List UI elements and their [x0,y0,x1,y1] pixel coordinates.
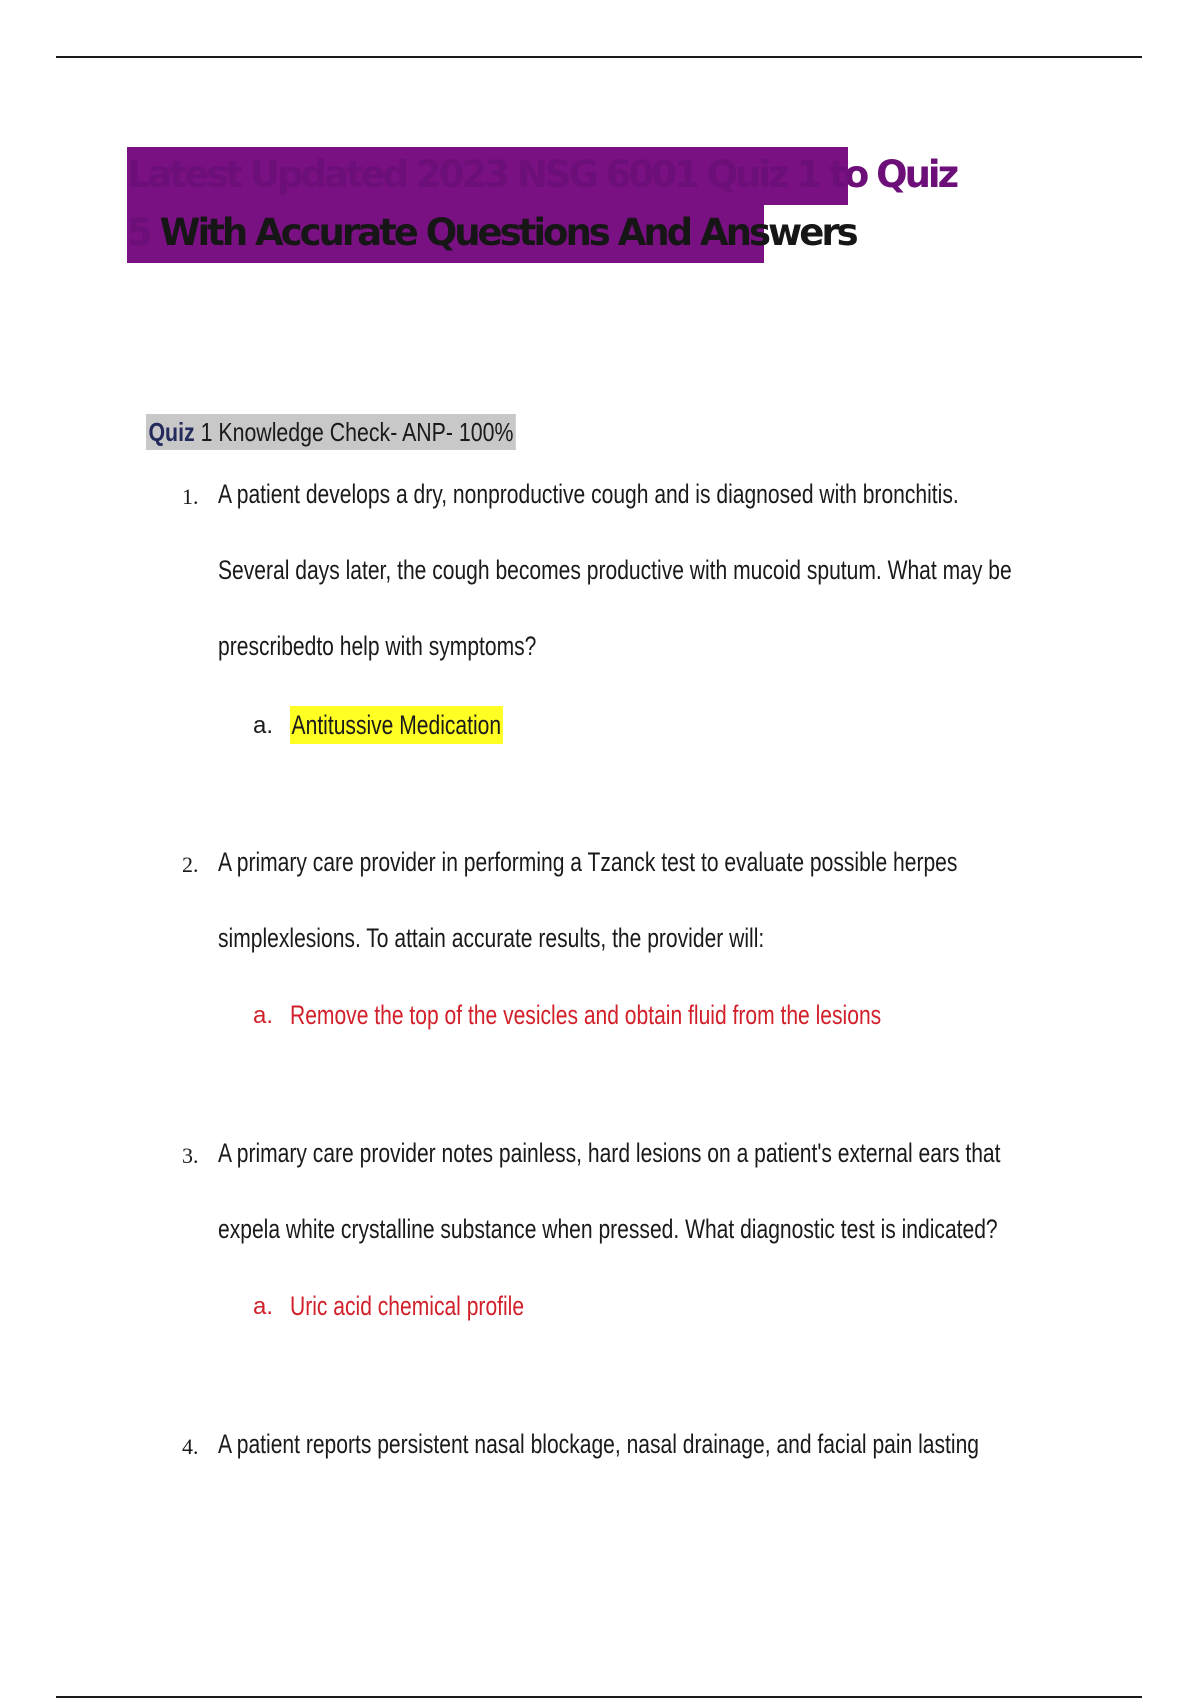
question-number: 1. [182,484,199,509]
answer-letter: a. [253,712,274,739]
question-number: 4. [182,1434,199,1459]
question-line: simplexlesions. To attain accurate results, the provider will: [218,923,765,953]
question-text [218,824,1037,976]
question-line: expela white crystalline substance when pressed. What diagnostic test is indicated? [218,1214,998,1244]
quiz-heading-bold: Quiz [148,417,195,447]
title-line-1: Latest Updated 2023 NSG 6001 Quiz 1 to Quiz [127,147,848,205]
question-text [218,1115,1037,1267]
answer-highlighted: Antitussive Medication [290,706,503,744]
title-line-2-rest: With Accurate Questions And Answers [149,211,856,254]
question-line: A patient develops a dry, nonproductive cough and is diagnosed with bronchitis. [218,479,959,509]
question-number: 2. [182,852,199,877]
quiz-heading [146,414,516,450]
answer-text: Uric acid chemical profile [290,1291,525,1321]
question-line: A patient reports persistent nasal blockage, nasal drainage, and facial pain lasting [218,1429,979,1459]
title-line-2-prefix: 5 [127,211,150,254]
answer-text: Remove the top of the vesicles and obtain fluid from the lesions [290,1000,882,1030]
question-text [218,1406,1037,1482]
quiz-heading-rest: 1 Knowledge Check- ANP- 100% [194,417,514,447]
bottom-rule [56,1696,1142,1698]
question-text [218,456,1037,684]
question-line: A primary care provider notes painless, hard lesions on a patient's external ears that [218,1138,1001,1168]
answer-letter: a. [253,1002,274,1029]
answer-letter: a. [253,1293,274,1320]
question-number: 3. [182,1143,199,1168]
top-rule [56,56,1142,58]
title-line-2 [127,205,856,263]
question-line: A primary care provider in performing a Tzanck test to evaluate possible herpes [218,847,958,877]
document-title [127,147,957,263]
question-line: prescribedto help with symptoms? [218,631,537,661]
question-line: Several days later, the cough becomes productive with mucoid sputum. What may be [218,555,1012,585]
